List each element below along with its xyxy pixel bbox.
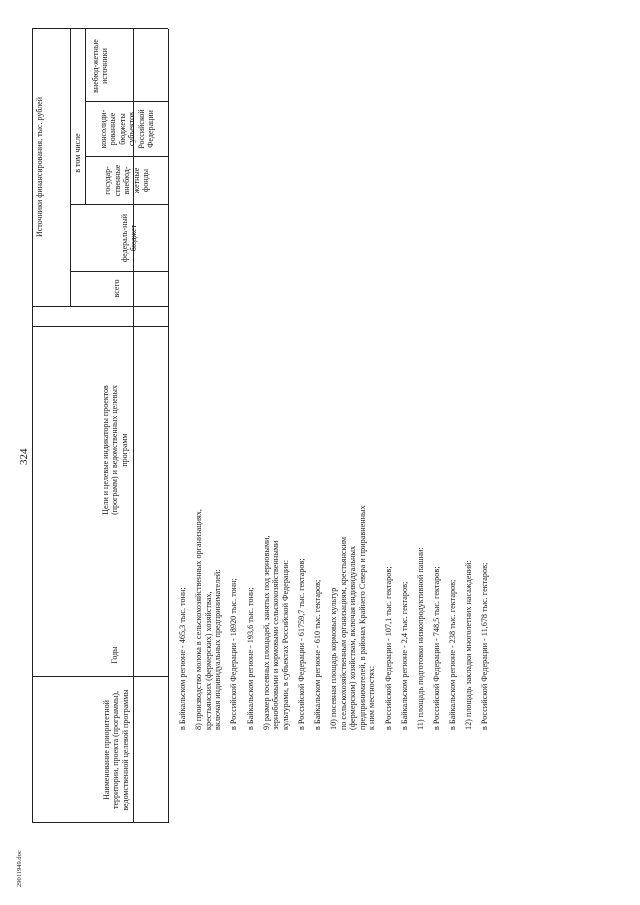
header-extrabudget: внебюд-жетные источники — [90, 39, 109, 93]
goal-item-line: крестьянских (фермерских) хозяйствах, — [203, 591, 213, 730]
document-footer: 29011949.doc — [16, 850, 23, 887]
goal-item-line: в Байкальском регионе - 465,3 тыс. тонн; — [178, 587, 187, 730]
goal-item-line: в Российской Федерации - 748,5 тыс. гектаров; — [431, 566, 441, 730]
goal-item-line: зернобобовыми и кормовыми сельскохозяйственными — [271, 540, 281, 730]
header-years: Годы — [110, 646, 120, 664]
goal-item — [297, 558, 307, 730]
goal-item — [384, 567, 394, 730]
goal-item-line: 10) посевная площадь кормовых культур — [329, 587, 339, 730]
goal-item-line: в Российской Федерации - 11,678 тыс. гектаров; — [480, 562, 490, 730]
header-regional: консолиди-рованные бюджеты субъектов Российской Федерации — [98, 109, 155, 149]
header-sources: Источники финансирования, тыс. рублей — [35, 96, 45, 238]
goal-item — [400, 582, 410, 730]
goal-item — [246, 587, 256, 730]
goal-item-line: в Российской Федерации - 18920 тыс. тонн; — [229, 578, 239, 730]
goal-item-line: предпринимателей, в районах Крайнего Севера и приравненных — [357, 505, 367, 730]
goal-item-line: культурами, в субъектах Российской Федерации: — [280, 560, 290, 730]
page-number: 324 — [18, 448, 30, 465]
goal-item — [178, 587, 188, 730]
header-goals: Цели и целевые индикаторы проектов (программ) и ведомственных целевых программ — [100, 385, 129, 515]
goal-item — [194, 509, 223, 730]
goal-item-line: 8) производство молока в сельскохозяйственных организациях, — [194, 509, 204, 730]
goal-item-line: включая индивидуальных предпринимателей: — [213, 569, 223, 730]
goal-item — [464, 560, 474, 730]
goal-item-line: к ним местностях: — [367, 665, 377, 730]
goal-item-line: в Байкальском регионе - 2,4 тыс. гектаров; — [399, 581, 409, 730]
goal-item — [416, 547, 426, 730]
goal-item-line: в Байкальском регионе - 238 тыс. гектаров; — [448, 579, 457, 730]
goal-item-line: в Байкальском регионе - 193,6 тыс. тонн; — [245, 587, 255, 730]
goal-item-line: 12) площадь закладки многолетних насаждений: — [464, 560, 474, 730]
header-including: в том числе — [73, 133, 83, 173]
goal-item-line: в Байкальском регионе - 610 тыс. гектаров; — [313, 579, 322, 730]
goal-item — [329, 505, 377, 730]
header-name: Наименование приоритетной территории, проекта (программы), ведомственной целевой программы — [101, 689, 130, 811]
goal-item — [229, 578, 239, 730]
goal-item — [480, 563, 490, 730]
goal-item-line: 9) размер посевных площадей, занятых под зерновыми, — [261, 535, 271, 730]
goal-item-line: 11) площадь подготовки низкопродуктивной пашни: — [415, 547, 425, 730]
header-federal: федераль-ный бюджет — [119, 213, 138, 263]
goal-item — [432, 567, 442, 730]
goal-item — [313, 580, 323, 730]
header-state-funds: государ-ственные внебюд-жетные фонды — [103, 164, 151, 197]
goal-item-line: по сельскохозяйственным организациям, крестьянским — [338, 536, 348, 730]
goal-item — [448, 580, 458, 730]
goal-item — [262, 536, 291, 730]
header-total: всего — [112, 279, 122, 298]
goal-item-line: в Российской Федерации - 61759,7 тыс. гектаров; — [296, 558, 306, 730]
goal-item-line: (фермерским) хозяйствам, включая индивидуальных — [348, 545, 358, 730]
goal-item-line: в Российской Федерации - 107,1 тыс. гектаров; — [383, 566, 393, 730]
